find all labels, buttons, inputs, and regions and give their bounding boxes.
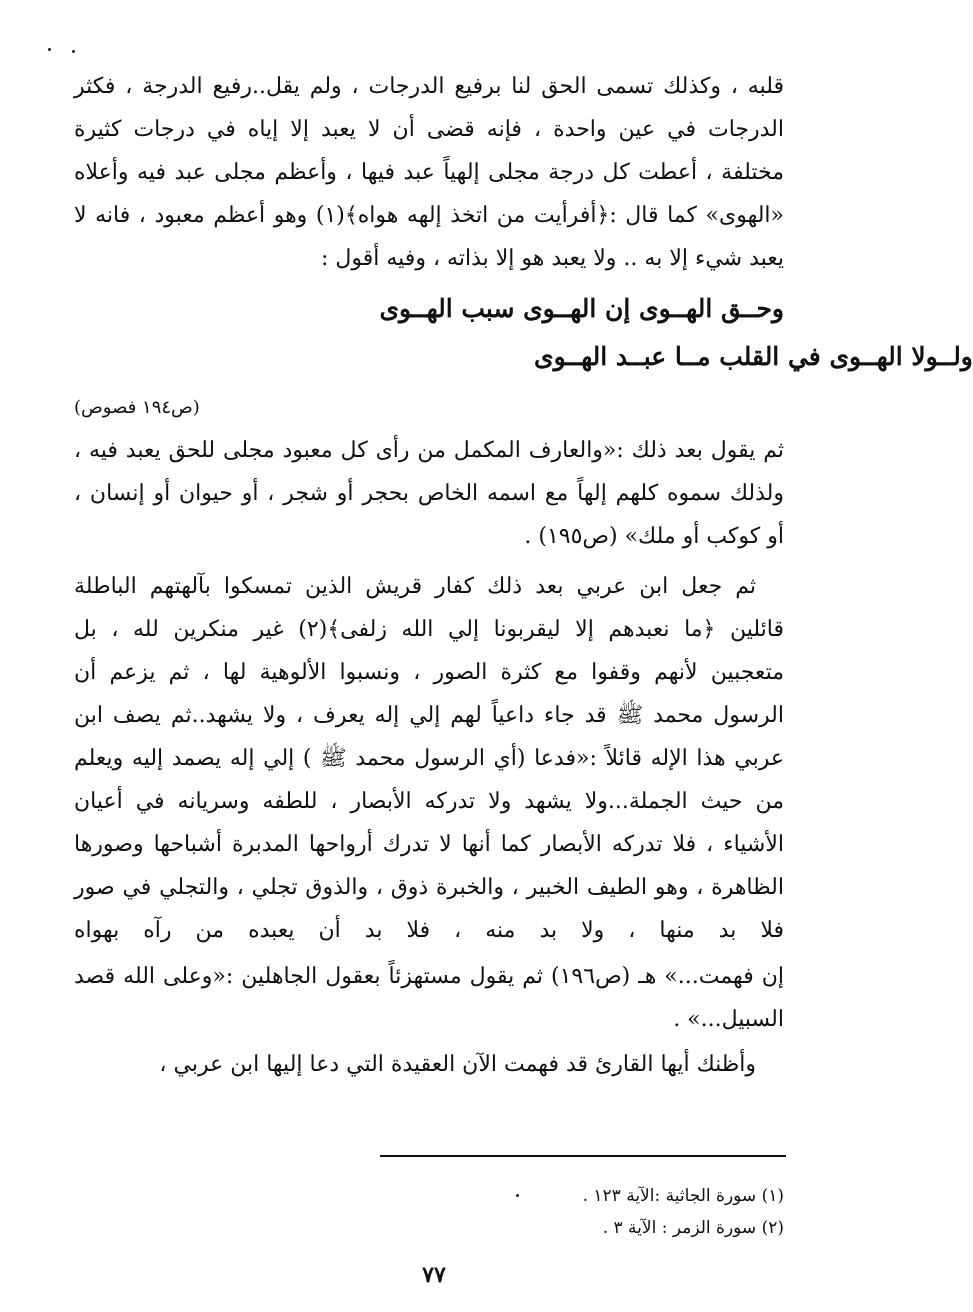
text-line: فلا بد منها ، ولا بد منه ، فلا بد أن يعبده من رآه بهواه — [74, 918, 784, 943]
footnote-2: (٢) سورة الزمر : الآية ٣ . — [602, 1218, 784, 1238]
text-line: متعجبين لأنهم وقفوا مع كثرة الصور ، ونسبوا الألوهية لها ، ثم يزعم أن — [74, 660, 784, 685]
text-line: قائلين ﴿ما نعبدهم إلا ليقربونا إلي الله زلفى﴾(٢) غير منكرين لله ، بل — [74, 617, 785, 642]
page-number: ٧٧ — [422, 1262, 446, 1288]
text-line: السبيل...» . — [673, 1007, 784, 1032]
text-line: عربي هذا الإله قائلاً :«فدعا (أي الرسول محمد ﷺ ) إلي إله يصمد إليه ويعلم — [74, 746, 784, 771]
text-line: يعبد شيء إلا به .. ولا يعبد هو إلا بذاته ، وفيه أقول : — [321, 246, 784, 271]
text-line: أو كوكب أو ملك» (ص١٩٥) . — [524, 524, 784, 549]
paragraph-first-line: ثم جعل ابن عربي بعد ذلك كفار قريش الذين تمسكوا بآلهتهم الباطلة — [74, 574, 756, 599]
text-line: الدرجات في عين واحدة ، فإنه قضى أن لا يعبد إلا إياه في درجات كثيرة — [74, 117, 784, 142]
text-line: الرسول محمد ﷺ قد جاء داعياً لهم إلي إله يعرف ، ولا يشهد..ثم يصف ابن — [74, 703, 784, 728]
body-text — [74, 0, 973, 1150]
text-line: الأشياء ، فلا تدركه الأبصار كما أنها لا تدرك أرواحها المدبرة أشباحها وصورها — [74, 832, 784, 857]
text-line: الظاهرة ، وهو الطيف الخبير ، والخبرة ذوق ، والذوق تجلي ، والتجلي في صور — [74, 875, 784, 900]
verse-line-2: ولــولا الهــوى في القلب مــا عبــد الهــوى — [534, 342, 973, 371]
text-line: قلبه ، وكذلك تسمى الحق لنا برفيع الدرجات ، ولم يقل..رفيع الدرجة ، فكثر — [74, 74, 784, 99]
footnote-divider — [380, 1155, 786, 1157]
scan-speck — [48, 48, 51, 51]
verse-line-1: وحــق الهــوى إن الهــوى سبب الهــوى — [379, 294, 784, 323]
text-line: ثم يقول بعد ذلك :«والعارف المكمل من رأى كل معبود مجلى للحق يعبد فيه ، — [74, 438, 784, 463]
text-line: إن فهمت...» هـ (ص١٩٦) ثم يقول مستهزئاً بعقول الجاهلين :«وعلى الله قصد — [74, 964, 784, 989]
text-line: مختلفة ، أعطت كل درجة مجلى إلهياً عبد فيها ، وأعظم مجلى عبد فيه وأعلاه — [74, 160, 784, 185]
paragraph-first-line: وأظنك أيها القارئ قد فهمت الآن العقيدة التي دعا إليها ابن عربي ، — [159, 1052, 756, 1077]
text-line: من حيث الجملة...ولا يشهد ولا تدركه الأبصار ، للطفه وسريانه في أعيان — [74, 789, 784, 814]
source-reference: (ص١٩٤ فصوص) — [74, 397, 200, 418]
footnote-1: (١) سورة الجاثية :الآية ١٢٣ . — [582, 1186, 784, 1206]
text-line: ولذلك سموه كلهم إلهاً مع اسمه الخاص بحجر أو شجر ، أو حيوان أو إنسان ، — [74, 481, 784, 506]
text-line: «الهوى» كما قال :﴿أفرأيت من اتخذ إلهه هواه﴾(١) وهو أعظم معبود ، فانه لا — [74, 203, 784, 228]
scan-speck — [516, 1194, 519, 1197]
